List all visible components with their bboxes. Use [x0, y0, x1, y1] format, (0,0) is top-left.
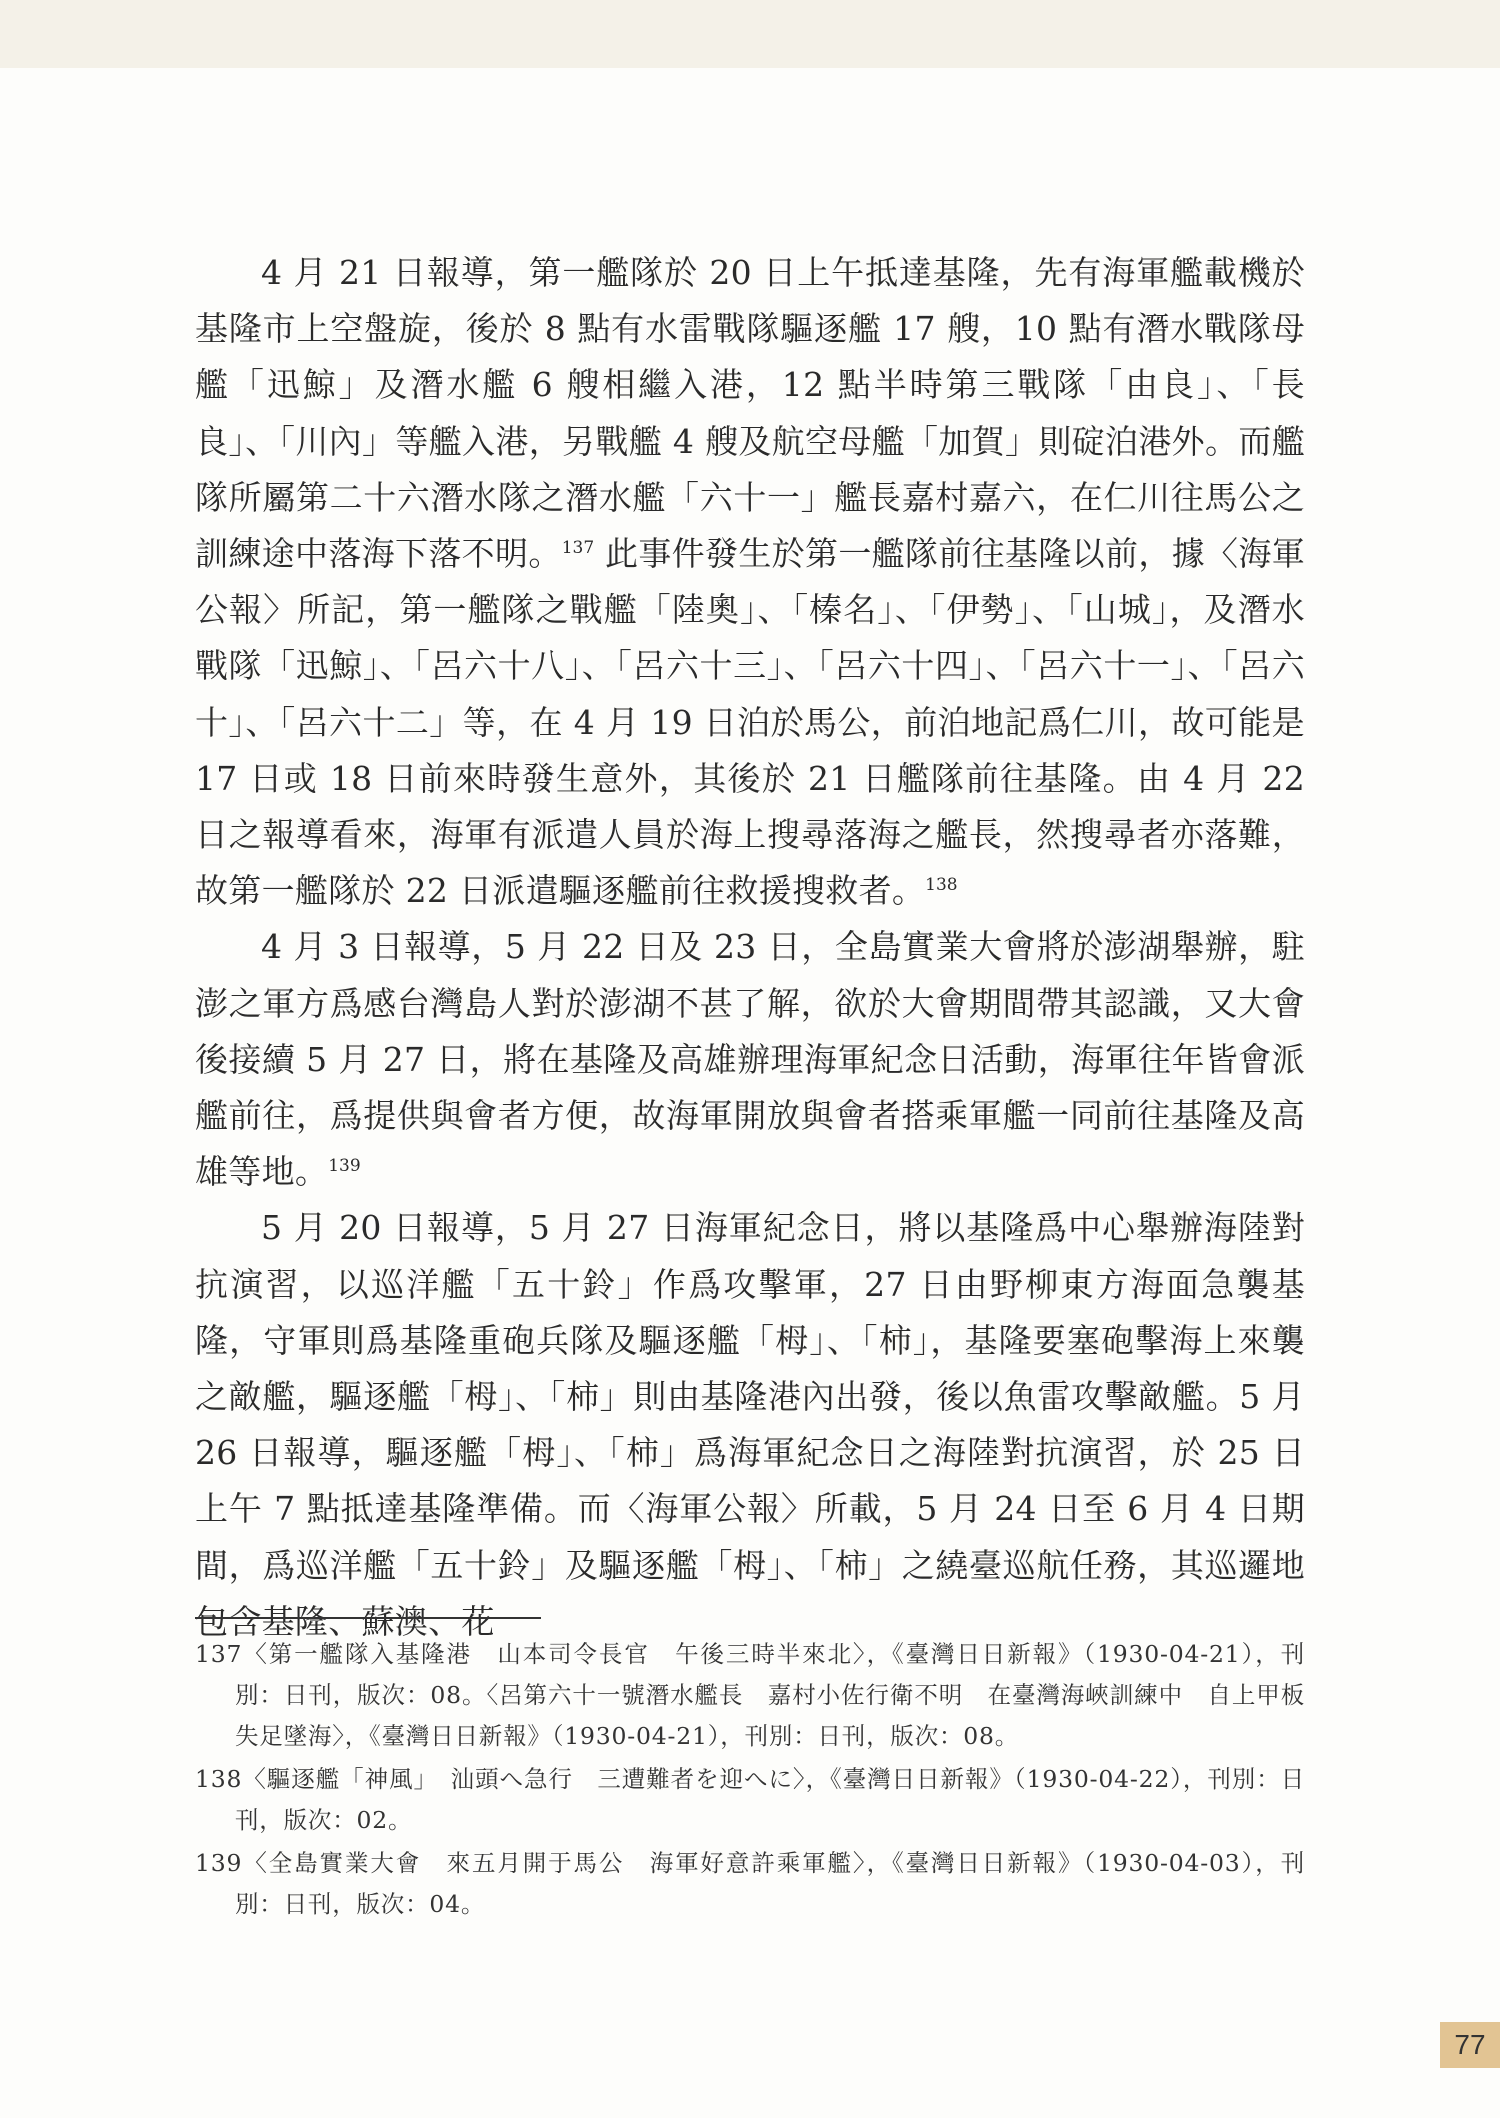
footnote-139: 139〈全島實業大會 來五月開于馬公 海軍好意許乘軍艦〉，《臺灣日日新報》（1930-04-03），刊別：日刊，版次：04。: [195, 1849, 1305, 1918]
footnote-ref-139: 139: [328, 1156, 361, 1177]
paragraph-3-text: 5 月 20 日報導，5 月 27 日海軍紀念日，將以基隆爲中心舉辦海陸對抗演習，以巡洋艦「五十鈴」作爲攻擊軍，27 日由野柳東方海面急襲基隆，守軍則爲基隆重砲兵隊及驅逐艦「栂」、「柿」，基隆要塞砲擊海上來襲之敵艦，驅逐艦「栂」、「柿」則由基隆港內出發，後以魚雷攻擊敵艦。5 月 26 日報導，驅逐艦「栂」、「柿」爲海軍紀念日之海陸對抗演習，於 25 日上午 7 點抵達基隆準備。而〈海軍公報〉所載，5 月 24 日至 6 月 4 日期間，爲巡洋艦「五十鈴」及驅逐艦「栂」、「柿」之繞臺巡航任務，其巡邏地包含基隆、蘇澳、花: [195, 1208, 1305, 1641]
footnote-separator: [195, 1617, 541, 1619]
footnote-138: 138〈驅逐艦「神風」 汕頭へ急行 三遭難者を迎へに〉，《臺灣日日新報》（1930-04-22），刊別：日刊，版次：02。: [195, 1765, 1305, 1834]
page-number: 77: [1440, 2022, 1500, 2068]
body-text: [195, 245, 1305, 1650]
paragraph-1-text: 4 月 21 日報導，第一艦隊於 20 日上午抵達基隆，先有海軍艦載機於基隆市上空盤旋，後於 8 點有水雷戰隊驅逐艦 17 艘，10 點有潛水戰隊母艦「迅鯨」及潛水艦 6 艘相繼入港，12 點半時第三戰隊「由良」、「長良」、「川內」等艦入港，另戰艦 4 艘及航空母艦「加賀」則碇泊港外。而艦隊所屬第二十六潛水隊之潛水艦「六十一」艦長嘉村嘉六，在仁川往馬公之訓練途中落海下落不明。: [195, 253, 1305, 574]
paragraph-3: [195, 1200, 1305, 1650]
paragraph-2: [195, 919, 1305, 1200]
footnote-ref-137: 137: [561, 538, 595, 559]
footnotes: [195, 1634, 1305, 1927]
paragraph-1: [195, 245, 1305, 919]
paragraph-1-text-cont: 此事件發生於第一艦隊前往基隆以前，據〈海軍公報〉所記，第一艦隊之戰艦「陸奧」、「榛名」、「伊勢」、「山城」，及潛水戰隊「迅鯨」、「呂六十八」、「呂六十三」、「呂六十四」、「呂六十一」、「呂六十」、「呂六十二」等，在 4 月 19 日泊於馬公，前泊地記爲仁川，故可能是 17 日或 18 日前來時發生意外，其後於 21 日艦隊前往基隆。由 4 月 22 日之報導看來，海軍有派遣人員於海上搜尋落海之艦長，然搜尋者亦落難，故第一艦隊於 22 日派遣驅逐艦前往救援搜救者。: [195, 534, 1305, 911]
page-top-band: [0, 0, 1500, 68]
footnote-137: 137〈第一艦隊入基隆港 山本司令長官 午後三時半來北〉，《臺灣日日新報》（1930-04-21），刊別：日刊，版次：08。〈呂第六十一號潛水艦長 嘉村小佐行衛不明 在臺灣海峽訓練中 自上甲板失足墜海〉，《臺灣日日新報》（1930-04-21），刊別：日刊，版次：08。: [195, 1640, 1305, 1750]
paragraph-2-text: 4 月 3 日報導，5 月 22 日及 23 日，全島實業大會將於澎湖舉辦，駐澎之軍方爲感台灣島人對於澎湖不甚了解，欲於大會期間帶其認識，又大會後接續 5 月 27 日，將在基隆及高雄辦理海軍紀念日活動，海軍往年皆會派艦前往，爲提供與會者方便，故海軍開放與會者搭乘軍艦一同前往基隆及高雄等地。: [195, 927, 1305, 1192]
footnote-ref-138: 138: [925, 875, 958, 896]
